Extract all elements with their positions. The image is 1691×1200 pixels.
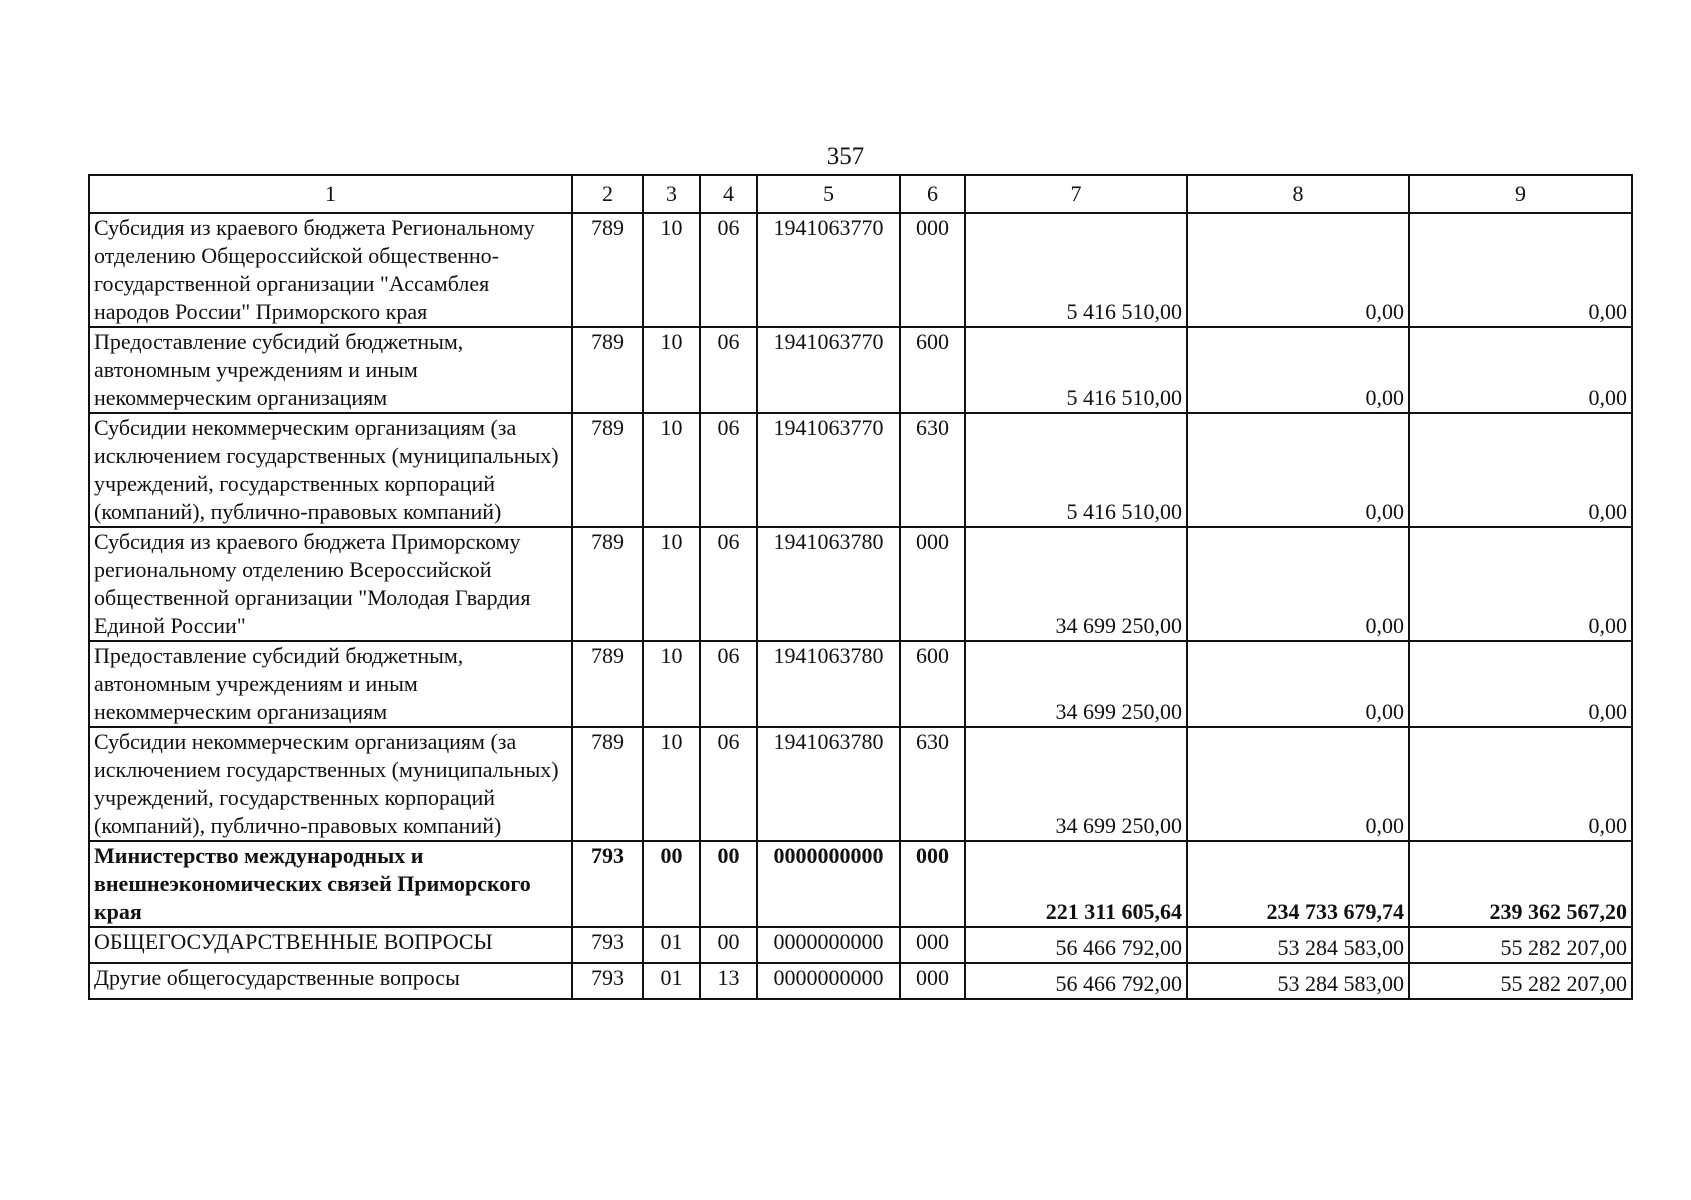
cell-target-article: 1941063770 bbox=[757, 413, 900, 527]
cell-subsection: 06 bbox=[700, 213, 757, 327]
column-header: 9 bbox=[1409, 175, 1632, 213]
column-header: 8 bbox=[1187, 175, 1409, 213]
row-name: Другие общегосударственные вопросы bbox=[89, 963, 572, 999]
cell-section: 10 bbox=[643, 727, 700, 841]
cell-section: 10 bbox=[643, 413, 700, 527]
cell-ministry-code: 789 bbox=[572, 527, 643, 641]
cell-subsection: 06 bbox=[700, 327, 757, 413]
table-row bbox=[89, 727, 1632, 841]
cell-amount-9: 0,00 bbox=[1409, 327, 1632, 413]
row-name: Министерство международных и внешнеэкономических связей Приморского края bbox=[89, 841, 572, 927]
table-row bbox=[89, 213, 1632, 327]
cell-subsection: 00 bbox=[700, 927, 757, 963]
column-header: 7 bbox=[965, 175, 1187, 213]
cell-amount-9: 0,00 bbox=[1409, 413, 1632, 527]
cell-expense-type: 630 bbox=[900, 413, 965, 527]
column-header: 6 bbox=[900, 175, 965, 213]
page-number: 357 bbox=[826, 143, 865, 170]
column-header: 4 bbox=[700, 175, 757, 213]
cell-expense-type: 600 bbox=[900, 327, 965, 413]
cell-amount-7: 56 466 792,00 bbox=[965, 927, 1187, 963]
cell-ministry-code: 789 bbox=[572, 413, 643, 527]
cell-ministry-code: 793 bbox=[572, 927, 643, 963]
cell-target-article: 0000000000 bbox=[757, 841, 900, 927]
cell-ministry-code: 789 bbox=[572, 213, 643, 327]
cell-ministry-code: 789 bbox=[572, 727, 643, 841]
cell-target-article: 1941063780 bbox=[757, 527, 900, 641]
cell-amount-7: 56 466 792,00 bbox=[965, 963, 1187, 999]
table-row-ministry-total bbox=[89, 841, 1632, 927]
cell-amount-9: 55 282 207,00 bbox=[1409, 927, 1632, 963]
cell-amount-8: 0,00 bbox=[1187, 527, 1409, 641]
table-row bbox=[89, 527, 1632, 641]
table-header-row bbox=[89, 175, 1632, 213]
cell-target-article: 1941063780 bbox=[757, 641, 900, 727]
cell-amount-9: 0,00 bbox=[1409, 213, 1632, 327]
cell-amount-9: 0,00 bbox=[1409, 527, 1632, 641]
cell-amount-9: 0,00 bbox=[1409, 727, 1632, 841]
cell-amount-7: 34 699 250,00 bbox=[965, 527, 1187, 641]
row-name: Предоставление субсидий бюджетным, автономным учреждениям и иным некоммерческим организациям bbox=[89, 641, 572, 727]
column-header: 1 bbox=[89, 175, 572, 213]
cell-section: 01 bbox=[643, 927, 700, 963]
cell-expense-type: 000 bbox=[900, 927, 965, 963]
row-name: Предоставление субсидий бюджетным, автономным учреждениям и иным некоммерческим организациям bbox=[89, 327, 572, 413]
cell-subsection: 13 bbox=[700, 963, 757, 999]
cell-subsection: 06 bbox=[700, 527, 757, 641]
cell-section: 10 bbox=[643, 527, 700, 641]
table-row bbox=[89, 641, 1632, 727]
cell-subsection: 00 bbox=[700, 841, 757, 927]
cell-target-article: 1941063770 bbox=[757, 213, 900, 327]
column-header: 5 bbox=[757, 175, 900, 213]
cell-amount-8: 0,00 bbox=[1187, 327, 1409, 413]
cell-expense-type: 000 bbox=[900, 841, 965, 927]
cell-expense-type: 000 bbox=[900, 963, 965, 999]
cell-amount-7: 34 699 250,00 bbox=[965, 727, 1187, 841]
cell-ministry-code: 789 bbox=[572, 641, 643, 727]
cell-ministry-code: 793 bbox=[572, 841, 643, 927]
cell-amount-7: 34 699 250,00 bbox=[965, 641, 1187, 727]
cell-amount-8: 53 284 583,00 bbox=[1187, 927, 1409, 963]
table-row bbox=[89, 963, 1632, 999]
row-name: Субсидия из краевого бюджета Региональному отделению Общероссийской общественно-государственной организации "Ассамблея народов России" Приморского края bbox=[89, 213, 572, 327]
cell-target-article: 1941063780 bbox=[757, 727, 900, 841]
cell-target-article: 0000000000 bbox=[757, 963, 900, 999]
cell-amount-8: 0,00 bbox=[1187, 413, 1409, 527]
cell-amount-8: 0,00 bbox=[1187, 727, 1409, 841]
column-header: 3 bbox=[643, 175, 700, 213]
cell-amount-7: 5 416 510,00 bbox=[965, 213, 1187, 327]
cell-amount-8: 53 284 583,00 bbox=[1187, 963, 1409, 999]
row-name: Субсидии некоммерческим организациям (за исключением государственных (муниципальных) учреждений, государственных корпораций (компаний), публично-правовых компаний) bbox=[89, 727, 572, 841]
cell-section: 10 bbox=[643, 213, 700, 327]
cell-amount-8: 0,00 bbox=[1187, 641, 1409, 727]
cell-amount-9: 239 362 567,20 bbox=[1409, 841, 1632, 927]
cell-expense-type: 000 bbox=[900, 527, 965, 641]
cell-subsection: 06 bbox=[700, 641, 757, 727]
cell-ministry-code: 789 bbox=[572, 327, 643, 413]
cell-amount-7: 221 311 605,64 bbox=[965, 841, 1187, 927]
cell-amount-7: 5 416 510,00 bbox=[965, 327, 1187, 413]
budget-table bbox=[88, 174, 1633, 1000]
cell-expense-type: 630 bbox=[900, 727, 965, 841]
cell-amount-8: 0,00 bbox=[1187, 213, 1409, 327]
cell-amount-9: 0,00 bbox=[1409, 641, 1632, 727]
cell-amount-9: 55 282 207,00 bbox=[1409, 963, 1632, 999]
cell-amount-8: 234 733 679,74 bbox=[1187, 841, 1409, 927]
row-name: ОБЩЕГОСУДАРСТВЕННЫЕ ВОПРОСЫ bbox=[89, 927, 572, 963]
cell-ministry-code: 793 bbox=[572, 963, 643, 999]
row-name: Субсидии некоммерческим организациям (за исключением государственных (муниципальных) учреждений, государственных корпораций (компаний), публично-правовых компаний) bbox=[89, 413, 572, 527]
row-name: Субсидия из краевого бюджета Приморскому региональному отделению Всероссийской общественной организации "Молодая Гвардия Единой России" bbox=[89, 527, 572, 641]
cell-section: 00 bbox=[643, 841, 700, 927]
table-row bbox=[89, 413, 1632, 527]
table-row bbox=[89, 927, 1632, 963]
cell-target-article: 0000000000 bbox=[757, 927, 900, 963]
table-row bbox=[89, 327, 1632, 413]
cell-section: 10 bbox=[643, 327, 700, 413]
cell-section: 01 bbox=[643, 963, 700, 999]
cell-subsection: 06 bbox=[700, 727, 757, 841]
cell-expense-type: 600 bbox=[900, 641, 965, 727]
cell-subsection: 06 bbox=[700, 413, 757, 527]
cell-target-article: 1941063770 bbox=[757, 327, 900, 413]
cell-amount-7: 5 416 510,00 bbox=[965, 413, 1187, 527]
cell-expense-type: 000 bbox=[900, 213, 965, 327]
cell-section: 10 bbox=[643, 641, 700, 727]
column-header: 2 bbox=[572, 175, 643, 213]
